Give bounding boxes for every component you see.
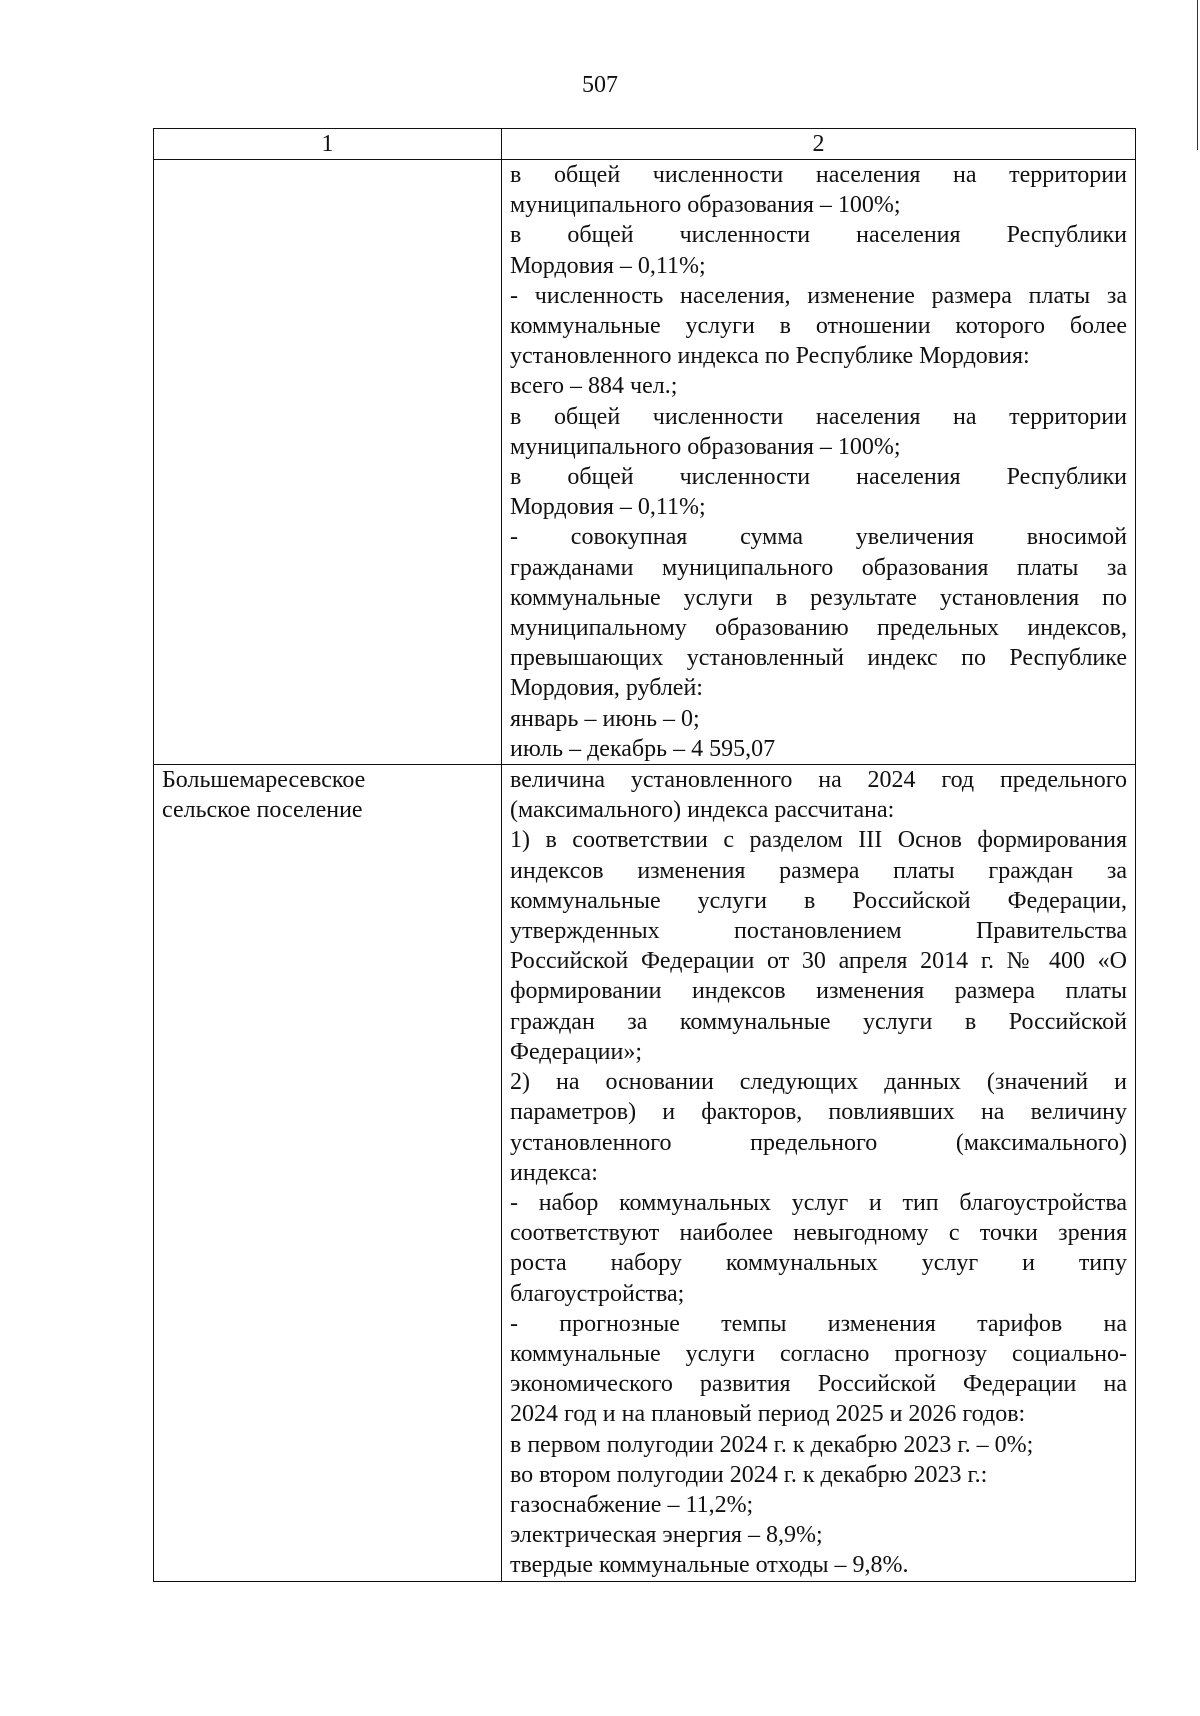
description-line: 1) в соответствии с разделом III Основ формирования xyxy=(510,827,1127,854)
description-line: в первом полугодии 2024 г. к декабрю 2023 г. – 0%; xyxy=(510,1431,1034,1458)
description-line: индекса: xyxy=(510,1159,598,1186)
description-line: Российской Федерации от 30 апреля 2014 г. № 400 «О xyxy=(510,948,1127,975)
description-line: Мордовия, рублей: xyxy=(510,675,703,702)
description-line: Мордовия – 0,11%; xyxy=(510,494,706,521)
description-line: - набор коммунальных услуг и тип благоустройства xyxy=(510,1189,1127,1216)
description-line: роста набору коммунальных услуг и типу xyxy=(510,1250,1127,1277)
description-line: коммунальные услуги в отношении которого более xyxy=(510,313,1127,340)
description-line: формировании индексов изменения размера платы xyxy=(510,978,1127,1005)
column-header-2: 2 xyxy=(502,129,1136,160)
description-line: июль – декабрь – 4 595,07 xyxy=(510,735,776,762)
description-line: граждан за коммунальные услуги в Российской xyxy=(510,1008,1127,1035)
description-line: соответствуют наиболее невыгодному с точки зрения xyxy=(510,1220,1127,1247)
description-line: Мордовия – 0,11%; xyxy=(510,252,706,279)
description-line: в общей численности населения Республики xyxy=(510,464,1127,491)
description-line: установленного индекса по Республике Мордовия: xyxy=(510,343,1030,370)
description-line: в общей численности населения на территории xyxy=(510,403,1127,430)
description-line: параметров) и факторов, повлиявших на величину xyxy=(510,1099,1127,1126)
description-line: (максимального) индекса рассчитана: xyxy=(510,797,895,824)
description-line: 2024 год и на плановый период 2025 и 2026 годов: xyxy=(510,1401,1026,1428)
description-line: во втором полугодии 2024 г. к декабрю 2023 г.: xyxy=(510,1461,988,1488)
description-line: установленного предельного (максимального) xyxy=(510,1129,1127,1156)
description-line: газоснабжение – 11,2%; xyxy=(510,1491,754,1518)
description-line: январь – июнь – 0; xyxy=(510,705,700,732)
description-line: гражданами муниципального образования платы за xyxy=(510,554,1127,581)
settlement-name-cell xyxy=(154,765,502,1581)
scan-edge-line xyxy=(1197,0,1199,150)
description-line: в общей численности населения на территории xyxy=(510,162,1127,188)
description-line: величина установленного на 2024 год предельного xyxy=(510,767,1127,794)
description-line: муниципального образования – 100%; xyxy=(510,192,901,219)
description-line: электрическая энергия – 8,9%; xyxy=(510,1522,823,1549)
description-line: индексов изменения размера платы граждан за xyxy=(510,857,1127,884)
description-line: муниципальному образованию предельных индексов, xyxy=(510,615,1127,642)
description-line: превышающих установленный индекс по Республике xyxy=(510,645,1127,672)
description-line: Федерации»; xyxy=(510,1038,643,1065)
description-line: утвержденных постановлением Правительства xyxy=(510,918,1127,945)
description-line: - совокупная сумма увеличения вносимой xyxy=(510,524,1127,551)
table-row xyxy=(154,765,1136,1581)
page-number: 507 xyxy=(582,72,618,98)
description-line: твердые коммунальные отходы – 9,8%. xyxy=(510,1552,909,1579)
description-line: коммунальные услуги согласно прогнозу социально- xyxy=(510,1340,1127,1367)
description-line: благоустройства; xyxy=(510,1280,685,1307)
description-line: - численность населения, изменение размера платы за xyxy=(510,282,1127,309)
description-line: всего – 884 чел.; xyxy=(510,373,678,400)
description-line: коммунальные услуги в Российской Федерации, xyxy=(510,887,1127,914)
settlement-name-line: сельское поселение xyxy=(162,797,363,824)
settlement-name-line: Большемаресевское xyxy=(162,767,366,794)
document-table xyxy=(153,128,1136,1582)
table-row xyxy=(154,160,1136,765)
description-line: коммунальные услуги в результате установления по xyxy=(510,584,1127,611)
column-header-1: 1 xyxy=(154,129,502,160)
description-cell xyxy=(502,765,1136,1581)
description-line: экономического развития Российской Федерации на xyxy=(510,1371,1127,1398)
table-header-row xyxy=(154,129,1136,160)
settlement-name-cell xyxy=(154,160,502,765)
description-line: 2) на основании следующих данных (значений и xyxy=(510,1069,1127,1096)
description-cell xyxy=(502,160,1136,765)
description-line: - прогнозные темпы изменения тарифов на xyxy=(510,1310,1127,1337)
description-line: в общей численности населения Республики xyxy=(510,222,1127,249)
description-line: муниципального образования – 100%; xyxy=(510,433,901,460)
